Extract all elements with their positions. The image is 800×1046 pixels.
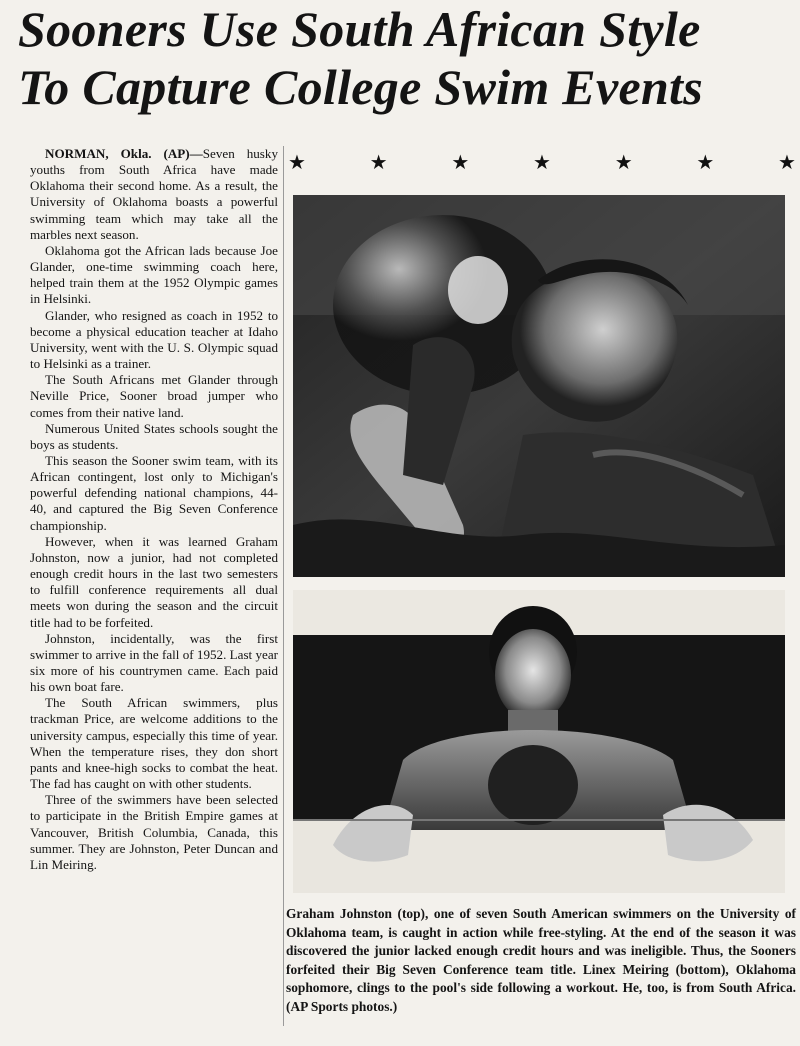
star-icon: ★ (614, 150, 633, 174)
headline (0, 0, 800, 116)
story-paragraph: Glander, who resigned as coach in 1952 to become a physical education teacher at Idaho University, went with the U. S. Olympic squad to Helsinki as a trainer. (30, 307, 278, 372)
story-paragraph: The South African swimmers, plus trackman Price, are welcome additions to the university campus, especially this time of year. When the temperature rises, they don short pants and knee-high socks to combat the heat. The fad has caught on with other students. (30, 695, 278, 792)
story-paragraph: Three of the swimmers have been selected to participate in the British Empire games at Vancouver, British Columbia, Canada, this summer. They are Johnston, Peter Duncan and Lin Meiring. (30, 792, 278, 872)
photo-swimmer-poolside (293, 590, 785, 893)
star-icon: ★ (369, 150, 388, 174)
story-paragraph: Oklahoma got the African lads because Joe Glander, one-time swimming coach here, helped train them at the 1952 Olympic games in Helsinki. (30, 242, 278, 307)
dateline: NORMAN, Okla. (AP)— (45, 146, 203, 161)
poolside-swimmer-illustration (293, 590, 785, 893)
photo-swimmer-freestyle (293, 195, 785, 577)
star-icon: ★ (288, 150, 306, 174)
story-paragraph: However, when it was learned Graham Johnston, now a junior, had not completed enough credit hours in the last two semesters to fulfill conference requirements all dual meets won during the season and the circuit title had to be forfeited. (30, 533, 278, 630)
star-icon: ★ (451, 150, 470, 174)
star-icon: ★ (696, 150, 715, 174)
freestyle-swimmer-illustration (293, 195, 785, 577)
story-column (30, 146, 278, 873)
headline-line-1: Sooners Use South African Style (18, 1, 701, 57)
star-icon: ★ (533, 150, 551, 174)
column-divider (283, 146, 284, 1026)
star-icon: ★ (778, 150, 796, 174)
caption-text: Graham Johnston (top), one of seven South American swimmers on the University of Oklahoma team, is caught in action while free-styling. At the end of the season it was discovered the junior lacked enough credit hours and was ineligible. Thus, the Sooners forfeited their Big Seven Conference team title. Linex Meiring (bottom), Oklahoma sophomore, clings to the pool's side following a workout. He, too, is from South Africa. (AP Sports photos.) (286, 906, 796, 1014)
photo-caption (286, 905, 796, 1017)
headline-line-2: To Capture College Swim Events (18, 59, 704, 115)
story-paragraph: Johnston, incidentally, was the first swimmer to arrive in the fall of 1952. Last year six more of his countrymen came. Each paid his own boat fare. (30, 630, 278, 695)
story-paragraph: NORMAN, Okla. (AP)—Seven husky youths from South Africa have made Oklahoma their second home. As a result, the University of Oklahoma boasts a powerful swimming team which may take all the marbles next season. (30, 146, 278, 242)
story-paragraph: Numerous United States schools sought the boys as students. (30, 420, 278, 452)
story-paragraph: This season the Sooner swim team, with its African contingent, lost only to Michigan's powerful defending national champions, 44-40, and captured the Big Seven Conference championship. (30, 452, 278, 533)
star-divider (284, 151, 800, 173)
story-paragraph: The South Africans met Glander through Neville Price, Sooner broad jumper who comes from their native land. (30, 372, 278, 420)
